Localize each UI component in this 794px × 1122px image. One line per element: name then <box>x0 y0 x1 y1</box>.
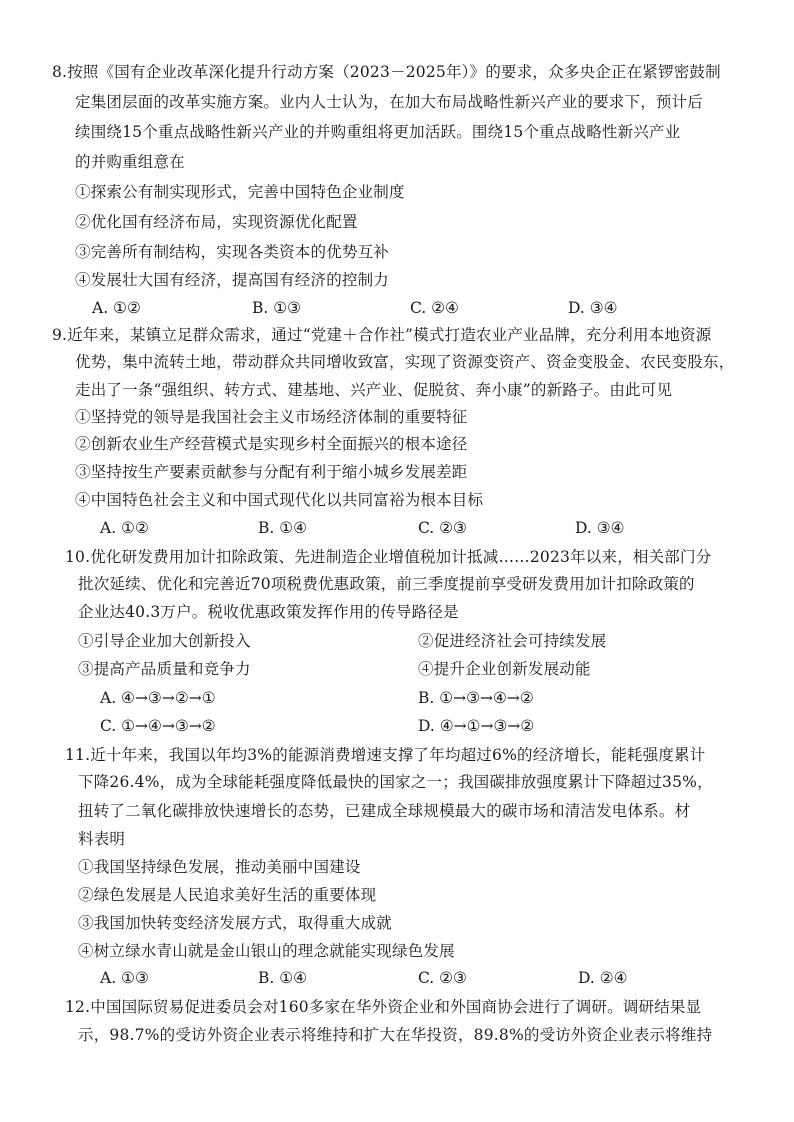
q9-option-d: D. ③④ <box>575 519 625 537</box>
q9-item-4: ④中国特色社会主义和中国式现代化以共同富裕为根本目标 <box>75 491 484 509</box>
q8-option-d: D. ③④ <box>568 299 618 317</box>
q9-option-c: C. ②③ <box>418 519 467 537</box>
q8-item-1: ①探索公有制实现形式，完善中国特色企业制度 <box>75 183 405 201</box>
q12-stem-line-2: 示，98.7%的受访外资企业表示将维持和扩大在华投资，89.8%的受访外资企业表示将维持 <box>78 1026 713 1044</box>
q11-stem-line-4: 料表明 <box>78 830 126 848</box>
q8-stem-line-2: 定集团层面的改革实施方案。业内人士认为，在加大布局战略性新兴产业的要求下，预计后 <box>75 93 704 111</box>
q11-item-4: ④树立绿水青山就是金山银山的理念就能实现绿色发展 <box>78 942 455 960</box>
q11-item-1: ①我国坚持绿色发展，推动美丽中国建设 <box>78 858 361 876</box>
q10-stem-line-2: 批次延续、优化和完善近70项税费优惠政策，前三季度提前享受研发费用加计扣除政策的 <box>78 575 695 593</box>
q12-stem-line-1: 12.中国国际贸易促进委员会对160多家在华外资企业和外国商协会进行了调研。调研结果显 <box>65 998 702 1016</box>
q11-option-b: B. ①④ <box>258 969 308 987</box>
q11-option-a: A. ①③ <box>100 969 149 987</box>
q9-option-b: B. ①④ <box>258 519 308 537</box>
q9-option-a: A. ①② <box>100 519 149 537</box>
q8-item-2: ②优化国有经济布局，实现资源优化配置 <box>75 213 358 231</box>
q10-option-b: B. ①→③→④→② <box>418 689 534 707</box>
q10-option-d: D. ④→①→③→② <box>418 717 535 735</box>
q10-stem-line-3: 企业达40.3万户。税收优惠政策发挥作用的传导路径是 <box>78 603 459 621</box>
q9-stem-line-3: 走出了一条“强组织、转方式、建基地、兴产业、促脱贫、奔小康”的新路子。由此可见 <box>75 381 673 399</box>
q9-item-1: ①坚持党的领导是我国社会主义市场经济体制的重要特征 <box>75 408 468 426</box>
q10-stem-line-1: 10.优化研发费用加计扣除政策、先进制造企业增值税加计抵减……2023年以来，相关部门分 <box>65 548 712 566</box>
q8-option-b: B. ①③ <box>252 299 302 317</box>
q10-item-4: ④提升企业创新发展动能 <box>418 660 591 678</box>
q8-stem-line-3: 续围绕15个重点战略性新兴产业的并购重组将更加活跃。围绕15个重点战略性新兴产业 <box>75 123 681 141</box>
q9-item-3: ③坚持按生产要素贡献参与分配有利于缩小城乡发展差距 <box>75 463 468 481</box>
q11-stem-line-3: 扭转了二氧化碳排放快速增长的态势，已建成全球规模最大的碳市场和清洁发电体系。材 <box>78 802 691 820</box>
q9-item-2: ②创新农业生产经营模式是实现乡村全面振兴的根本途径 <box>75 435 468 453</box>
q8-item-4: ④发展壮大国有经济，提高国有经济的控制力 <box>75 271 390 289</box>
q9-stem-line-2: 优势，集中流转土地，带动群众共同增收致富，实现了资源变资产、资金变股金、农民变股东， <box>75 353 735 371</box>
q8-option-c: C. ②④ <box>410 299 459 317</box>
q10-item-3: ③提高产品质量和竞争力 <box>78 660 251 678</box>
q10-option-a: A. ④→③→②→① <box>100 689 216 707</box>
q8-stem-line-4: 的并购重组意在 <box>75 153 185 171</box>
q11-stem-line-2: 下降26.4%，成为全球能耗强度降低最快的国家之一；我国碳排放强度累计下降超过35%， <box>78 773 713 791</box>
q11-stem-line-1: 11.近十年来，我国以年均3%的能源消费增速支撑了年均超过6%的经济增长，能耗强度累计 <box>65 746 706 764</box>
q9-stem-line-1: 9.近年来，某镇立足群众需求，通过“党建＋合作社”模式打造农业产业品牌，充分利用本地资源 <box>52 326 712 344</box>
q10-item-2: ②促进经济社会可持续发展 <box>418 632 607 650</box>
q10-item-1: ①引导企业加大创新投入 <box>78 632 251 650</box>
q8-stem-line-1: 8.按照《国有企业改革深化提升行动方案（2023－2025年）》的要求，众多央企正在紧锣密鼓制 <box>52 63 721 81</box>
q11-option-d: D. ②④ <box>578 969 628 987</box>
q11-item-2: ②绿色发展是人民追求美好生活的重要体现 <box>78 886 377 904</box>
q8-option-a: A. ①② <box>92 299 141 317</box>
q11-item-3: ③我国加快转变经济发展方式，取得重大成就 <box>78 914 393 932</box>
q11-option-c: C. ②③ <box>418 969 467 987</box>
q8-item-3: ③完善所有制结构，实现各类资本的优势互补 <box>75 243 390 261</box>
q10-option-c: C. ①→④→③→② <box>100 717 216 735</box>
